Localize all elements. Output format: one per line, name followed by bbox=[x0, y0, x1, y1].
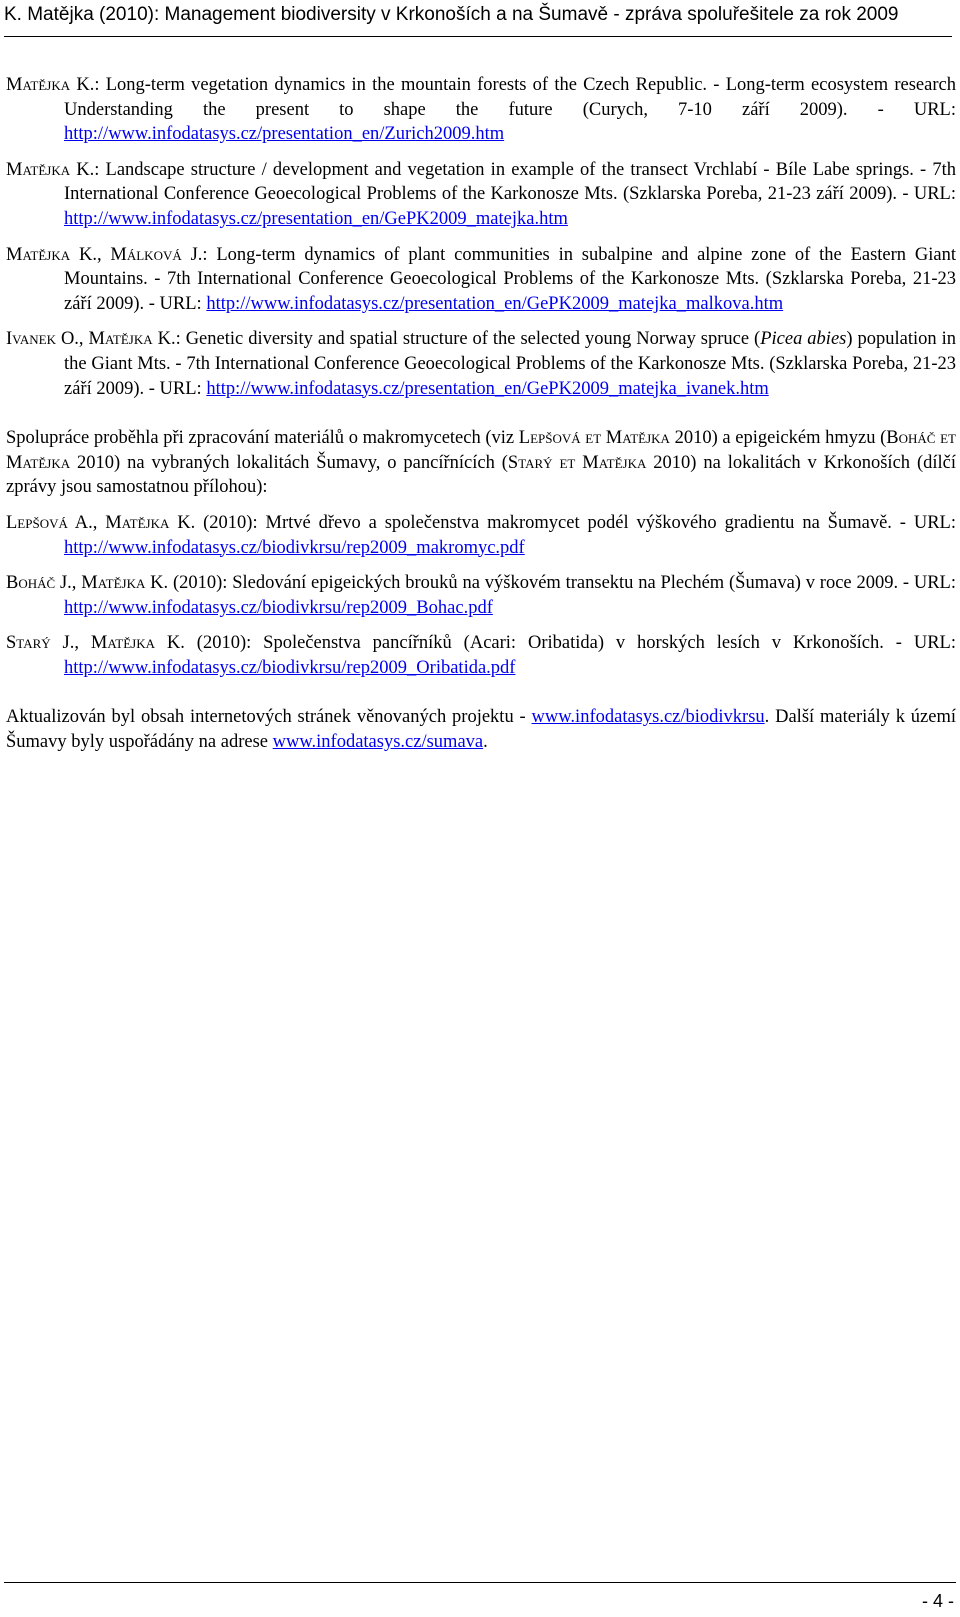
report-url-link[interactable]: http://www.infodatasys.cz/biodivkrsu/rep2009_Bohac.pdf bbox=[64, 597, 493, 618]
report-entry bbox=[6, 511, 956, 560]
footer-divider bbox=[4, 1582, 956, 1583]
citation-authors: Lepšová et Matějka bbox=[518, 428, 670, 449]
paragraph-text: Spolupráce proběhla při zpracování materiálů o makromycetech (viz bbox=[6, 428, 519, 449]
update-paragraph bbox=[6, 705, 956, 754]
report-text: (2010): Společenstva pancířníků (Acari: Oribatida) v horských lesích v Krkonoších. - URL: bbox=[184, 633, 956, 654]
paragraph-text: 2010) na lokalitách v Krkonoších (dílčí zprávy jsou samostatnou přílohou): bbox=[6, 452, 956, 498]
species-name: Picea abies bbox=[760, 329, 847, 350]
paragraph-text: . Další materiály k území Šumavy byly uspořádány na adrese bbox=[6, 707, 956, 753]
reference-text: : Landscape structure / development and vegetation in example of the transect Vrchlabí - Bíle Labe springs. - 7th International Conference Geoecological Problems of the Karkonosze Mts. (Szklarska Poreba, 21-23 září 2009). - URL: bbox=[64, 159, 956, 205]
reference-authors: Matějka K. bbox=[6, 159, 95, 180]
running-header: K. Matějka (2010): Management biodiversity v Krkonoších a na Šumavě - zpráva spoluřešitele za rok 2009 bbox=[4, 4, 899, 25]
report-url-link[interactable]: http://www.infodatasys.cz/biodivkrsu/rep2009_makromyc.pdf bbox=[64, 537, 525, 558]
reference-entry bbox=[6, 243, 956, 317]
report-authors: Boháč J., Matějka K. bbox=[6, 573, 169, 594]
reference-authors: Matějka K. bbox=[6, 75, 95, 95]
reference-url-link[interactable]: http://www.infodatasys.cz/presentation_en/GePK2009_matejka_ivanek.htm bbox=[206, 378, 769, 399]
paragraph-text: . bbox=[483, 732, 488, 753]
sumava-website-link[interactable]: www.infodatasys.cz/sumava bbox=[272, 732, 484, 753]
report-entry bbox=[6, 631, 956, 680]
citation-authors: Starý et Matějka bbox=[507, 452, 647, 473]
report-text: (2010): Mrtvé dřevo a společenstva makromycet podél výškového gradientu na Šumavě. - URL: bbox=[195, 512, 956, 533]
reference-text: : Long-term vegetation dynamics in the mountain forests of the Czech Republic. - Long-term ecosystem research Understanding the present to shape the future (Curych, 7-10 září 2009). - URL: bbox=[64, 75, 956, 120]
reference-text: : Genetic diversity and spatial structure of the selected young Norway spruce ( bbox=[175, 329, 761, 350]
report-text: (2010): Sledování epigeických brouků na výškovém transektu na Plechém (Šumava) v roce 2009. - URL: bbox=[168, 573, 957, 594]
citation-authors: Boháč et Matějka bbox=[6, 428, 956, 473]
paragraph-text: 2010) a epigeickém hmyzu ( bbox=[669, 428, 887, 449]
header-divider bbox=[4, 36, 952, 37]
project-website-link[interactable]: www.infodatasys.cz/biodivkrsu bbox=[531, 707, 765, 728]
reference-authors: Ivanek O., Matějka K. bbox=[6, 329, 176, 350]
report-authors: Lepšová A., Matějka K. bbox=[6, 512, 196, 533]
report-url-link[interactable]: http://www.infodatasys.cz/biodivkrsu/rep2009_Oribatida.pdf bbox=[64, 657, 516, 678]
reference-entry bbox=[6, 73, 956, 147]
reference-url-link[interactable]: http://www.infodatasys.cz/presentation_en/GePK2009_matejka_malkova.htm bbox=[206, 293, 784, 314]
spacer bbox=[6, 691, 956, 705]
reference-authors: Matějka K., Málková J. bbox=[6, 244, 203, 265]
reference-text-continued: ) population in the Giant Mts. - 7th International Conference Geoecological Problems of the Karkonosze Mts. (Szklarska Poreba, 21-23 září 2009). - URL: bbox=[64, 329, 956, 399]
paragraph-text: 2010) na vybraných lokalitách Šumavy, o pancířnících ( bbox=[70, 452, 508, 473]
report-authors: Starý J., Matějka K. bbox=[6, 633, 185, 654]
report-entry bbox=[6, 571, 956, 620]
spacer bbox=[6, 412, 956, 426]
reference-entry bbox=[6, 327, 956, 401]
reference-entry bbox=[6, 158, 956, 232]
page-number: - 4 - bbox=[921, 1591, 954, 1611]
document-body bbox=[6, 73, 956, 766]
paragraph-text: Aktualizován byl obsah internetových stránek věnovaných projektu - bbox=[6, 707, 532, 728]
reference-url-link[interactable]: http://www.infodatasys.cz/presentation_en/Zurich2009.htm bbox=[64, 124, 505, 145]
reference-url-link[interactable]: http://www.infodatasys.cz/presentation_en/GePK2009_matejka.htm bbox=[64, 208, 568, 229]
reference-text: : Long-term dynamics of plant communities in subalpine and alpine zone of the Eastern Giant Mountains. - 7th International Conference Geoecological Problems of the Karkonosze Mts. (Szklarska Poreba, 21-23 září 2009). - URL: bbox=[64, 244, 956, 314]
collaboration-paragraph bbox=[6, 426, 956, 500]
